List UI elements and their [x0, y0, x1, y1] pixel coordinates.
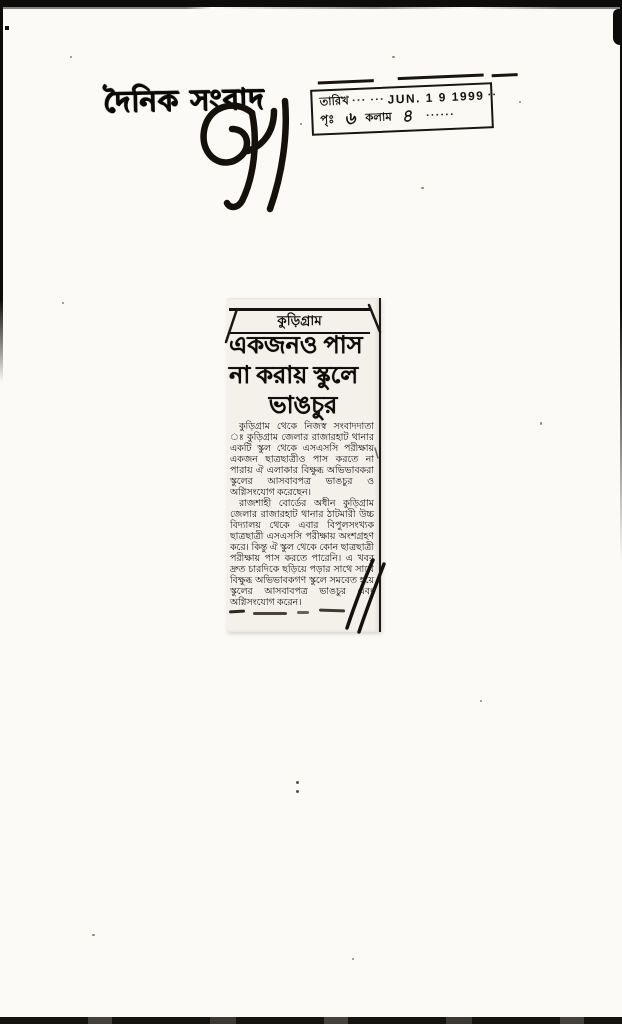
scan-speck [352, 958, 354, 960]
stamp-dash [398, 74, 484, 81]
scan-speck [519, 101, 521, 103]
newspaper-clipping [227, 298, 381, 632]
scan-ink-blob [613, 9, 622, 45]
stamp-dots: ······ [425, 108, 455, 123]
scan-border-top [0, 0, 622, 7]
stamp-dots: ·· [487, 89, 498, 102]
clipping-headline [227, 331, 379, 421]
scan-speck [5, 26, 9, 30]
stamp-page-column-row [320, 106, 485, 129]
stamp-dots: ··· ··· [351, 93, 385, 108]
scan-speck [92, 934, 95, 936]
scan-speck [392, 56, 395, 58]
stamp-dash [492, 73, 518, 77]
stamp-page-label: পৃঃ [320, 113, 335, 127]
handwritten-page-number [186, 97, 304, 217]
scan-speck [62, 302, 64, 304]
stamp-dash [318, 79, 374, 84]
archive-date-stamp [310, 82, 498, 136]
stamp-page-value-handwritten: ৬ [342, 108, 357, 129]
stamp-box [310, 82, 498, 136]
newspaper-masthead: দৈনিক সংবাদ [102, 81, 265, 119]
scan-speck [421, 187, 424, 189]
clipping-kicker: কুড়িগ্রাম [277, 313, 322, 328]
headline-line-1: একজনও পাস [229, 333, 363, 359]
scan-border-bottom [0, 1017, 622, 1024]
torn-edge-smudge [297, 611, 309, 614]
scan-speck [70, 56, 72, 58]
torn-edge-smudge [253, 612, 287, 615]
scan-speck [480, 700, 482, 702]
scan-speck [540, 422, 542, 425]
headline-line-3: ভাঙচুর [268, 393, 338, 419]
scan-speck-colon [296, 781, 299, 784]
headline-line-2: না করায় স্কুলে [229, 363, 359, 389]
stamp-date-label: তারিখ [319, 95, 350, 109]
scan-border-left [0, 7, 3, 382]
body-paragraph-2: রাজশাহী বোর্ডের অধীন কুড়িগ্রাম জেলার রাজারহাট থানার ঠাটমারী উচ্চ বিদ্যালয় থেকে এবার বিপুলসংখ্যক ছাত্রছাত্রী এসএসসি পরীক্ষায় অংশগ্রহণ করে। কিন্তু ঐ স্কুল থেকে কোন ছাত্রছাত্রী পরীক্ষায় পাস করতে পারেনি। এ খবর দ্রুত চারদিকে ছড়িয়ে পড়ার সাথে সাথে বিক্ষুব্ধ অভিভাবকগণ স্কুলে সমবেত হয়ে স্কুলের আসবাবপত্র ভাঙচুর এবং অগ্নিসংযোগ করেন। [230, 499, 374, 608]
stamp-column-label: কলাম [365, 111, 392, 125]
body-paragraph-1: কুড়িগ্রাম থেকে নিজস্ব সংবাদদাতা ঃ কুড়িগ্রাম জেলার রাজারহাট থানার একটি স্কুল থেকে এসএসসি পরীক্ষায় একজন ছাত্রছাত্রীও পাস করতে না পারায় ঐ এলাকার বিক্ষুব্ধ অভিভাবকরা স্কুলের আসবাবপত্র ভাঙচুর ও অগ্নিসংযোগ করেছেন। [230, 422, 374, 498]
pen-slash-marks [339, 556, 389, 636]
scan-border-top-smudge [0, 7, 622, 9]
stamp-date-value: JUN. 1 9 1999 [387, 88, 485, 107]
stamp-column-value-handwritten: ৪ [400, 106, 414, 127]
